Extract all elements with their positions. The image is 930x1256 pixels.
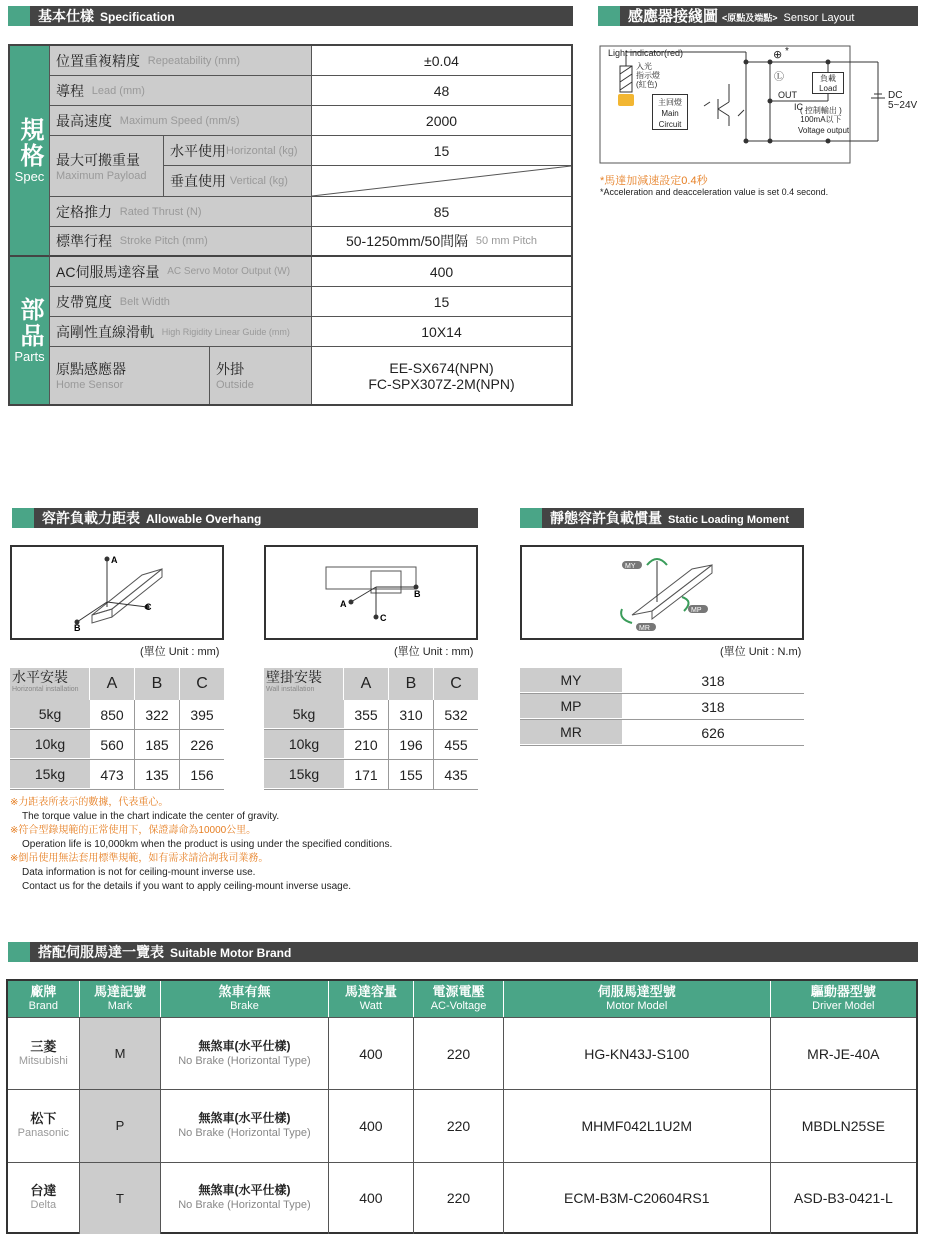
horizontal-axis-svg <box>12 547 222 638</box>
spec-label-lead: 導程 Lead (mm) <box>50 76 312 106</box>
moment-key: MY <box>520 668 622 693</box>
w-row-load: 5kg <box>264 700 344 729</box>
sensor-title: 感應器接綫圖 <box>628 8 719 25</box>
motor-driver: MBDLN25SE <box>801 1117 885 1134</box>
motor-volt: 220 <box>414 1163 504 1234</box>
w-cell-b: 155 <box>389 760 434 789</box>
spec-group-parts <box>10 257 50 404</box>
svg-text:MY: MY <box>625 563 636 570</box>
motor-mark: P <box>80 1090 162 1161</box>
motor-brand: 台達 Delta <box>8 1163 80 1234</box>
motor-brake: 無煞車(水平仕樣) No Brake (Horizontal Type) <box>161 1018 328 1089</box>
motor-brake: 無煞車(水平仕樣) No Brake (Horizontal Type) <box>161 1090 328 1161</box>
svg-text:C: C <box>145 602 152 612</box>
sensor-note-zh: *馬達加減速設定0.4秒 <box>600 175 708 187</box>
h-cell-a: 473 <box>90 760 135 789</box>
spec-label-repeat: 位置重複精度 Repeatability (mm) <box>50 46 312 76</box>
motor-header-cell: 馬達容量 Watt <box>329 981 415 1017</box>
volt-label: 5~24V <box>888 100 918 111</box>
sensor-header-bar <box>598 6 918 26</box>
wall-drawing <box>264 545 478 640</box>
sensor-sub: <原點及端點> <box>722 13 778 23</box>
w-cell-a: 355 <box>344 700 389 729</box>
spec-label-thrust: 定格推力 Rated Thrust (N) <box>50 197 312 227</box>
spec-label-speed: 最高速度 Maximum Speed (mm/s) <box>50 106 312 136</box>
diagonal-slash <box>312 166 571 197</box>
plus-star: * <box>785 46 789 57</box>
moment-drawing <box>520 545 804 640</box>
spec-header-bar <box>8 6 573 26</box>
spec-group-en: Spec <box>14 169 45 184</box>
spec-value-speed: 2000 <box>312 106 571 136</box>
w-col-a: A <box>344 668 389 700</box>
h-cell-b: 185 <box>135 730 180 759</box>
w-col-c: C <box>450 675 462 692</box>
accent-block <box>12 508 34 528</box>
voltage-output-label: Voltage output <box>798 126 850 135</box>
h-row <box>10 760 224 790</box>
h-row <box>10 700 224 730</box>
moment-key: MP <box>520 694 622 719</box>
moment-header-bar <box>520 508 804 528</box>
w-row <box>264 730 478 760</box>
wall-axis-svg <box>266 547 476 638</box>
overhang-header-bar <box>12 508 478 528</box>
spec-title: 基本仕樣 <box>38 8 94 24</box>
w-cell-c: 435 <box>444 766 468 783</box>
motor-volt: 220 <box>414 1090 504 1161</box>
spec-value-horizontal: 15 <box>312 136 571 166</box>
accent-block <box>8 6 30 26</box>
motor-header-cell: 伺服馬達型號 Motor Model <box>504 981 771 1017</box>
wall-overhang-table <box>264 668 478 790</box>
h-cell-a: 560 <box>90 730 135 759</box>
spec-value-lead: 48 <box>312 76 571 106</box>
h-table-header <box>10 668 224 700</box>
h-cell-a: 850 <box>90 700 135 729</box>
h-row-load: 5kg <box>10 700 90 729</box>
motor-driver: ASD-B3-0421-L <box>793 1190 893 1207</box>
moment-title-en: Static Loading Moment <box>668 514 789 526</box>
overhang-unit-2: (單位 Unit : mm) <box>394 646 474 658</box>
load-box: 負載 Load <box>812 72 844 94</box>
h-col-a: A <box>90 668 135 700</box>
out-label: OUT <box>778 90 797 100</box>
motor-model: MHMF042L1U2M <box>504 1090 771 1161</box>
spec-value-repeat: ±0.04 <box>312 46 571 76</box>
spec-value-sensor: EE-SX674(NPN) FC-SPX307Z-2M(NPN) <box>368 359 515 392</box>
spec-table <box>8 44 573 406</box>
note-3: ※倒吊使用無法套用標準規範，如有需求請洽詢我司業務。 Data information is not for ceiling-mount inverse use. Contact us for the details if you want to apply ceiling-mount inverse usage. <box>10 853 352 892</box>
w-row-load: 10kg <box>264 730 344 759</box>
ic-label: IC <box>794 102 803 112</box>
svg-text:MR: MR <box>639 625 650 632</box>
spec-label-motor: AC伺服馬達容量 AC Servo Motor Output (W) <box>50 257 312 287</box>
motor-brand: 松下 Panasonic <box>8 1090 80 1161</box>
h-cell-b: 135 <box>135 760 180 789</box>
motor-title: 搭配伺服馬達一覽表 <box>38 944 164 960</box>
moment-value: 318 <box>701 672 725 689</box>
svg-text:MP: MP <box>691 607 702 614</box>
motor-header-cell: 馬達記號 Mark <box>80 981 162 1017</box>
spec-group-spec <box>10 46 50 257</box>
w-col-b: B <box>389 668 434 700</box>
spec-value-thrust: 85 <box>312 197 571 227</box>
spec-label-payload: 最大可搬重量 Maximum Payload <box>50 136 164 197</box>
horizontal-overhang-table <box>10 668 224 790</box>
svg-text:C: C <box>380 613 387 623</box>
motor-watt: 400 <box>329 1018 415 1089</box>
h-cell-c: 226 <box>190 736 214 753</box>
moment-key: MR <box>520 720 622 745</box>
w-cell-a: 210 <box>344 730 389 759</box>
accent-block <box>520 508 542 528</box>
parts-group-zh: 部品 <box>16 297 43 349</box>
motor-mark: T <box>80 1163 162 1234</box>
h-col-b: B <box>135 668 180 700</box>
moment-value: 318 <box>701 698 725 715</box>
light-indicator-label: Light indicator(red) <box>608 48 684 58</box>
spec-value-vertical <box>312 166 571 197</box>
overhang-unit-1: (單位 Unit : mm) <box>140 646 220 658</box>
motor-header-cell: 煞車有無 Brake <box>161 981 328 1017</box>
moment-value: 626 <box>701 724 725 741</box>
motor-model: ECM-B3M-C20604RS1 <box>504 1163 771 1234</box>
control-output-label: ( 控制輸出 ) 100mA以下 <box>800 106 842 124</box>
horizontal-drawing <box>10 545 224 640</box>
sensor-note-en: *Acceleration and deacceleration value is set 0.4 second. <box>600 187 829 197</box>
motor-header-cell: 電源電壓 AC-Voltage <box>414 981 504 1017</box>
sensor-diagram <box>598 44 924 166</box>
svg-text:A: A <box>111 555 118 565</box>
motor-mark: M <box>80 1018 162 1089</box>
h-row-load: 10kg <box>10 730 90 759</box>
w-cell-b: 196 <box>389 730 434 759</box>
moment-row <box>520 668 804 694</box>
motor-header-bar <box>8 942 918 962</box>
w-header-label: 壁掛安裝 Wall installation <box>264 668 344 700</box>
light-zh-label: 入光 指示燈 (紅色) <box>636 62 660 89</box>
parts-group-en: Parts <box>14 349 45 364</box>
h-row <box>10 730 224 760</box>
w-cell-c: 455 <box>444 736 468 753</box>
motor-brake: 無煞車(水平仕樣) No Brake (Horizontal Type) <box>161 1163 328 1234</box>
spec-value-belt: 15 <box>312 287 571 317</box>
overhang-title: 容許負載力距表 <box>42 510 140 526</box>
note-2: ※符合型錄規範的正常使用下，保證壽命為10000公里。 Operation life is 10,000km when the product is using under the specified conditions. <box>10 825 393 850</box>
sensor-title-en: Sensor Layout <box>783 12 855 24</box>
motor-watt: 400 <box>329 1163 415 1234</box>
svg-text:A: A <box>340 599 347 609</box>
motor-row <box>8 1089 916 1161</box>
motor-table-head <box>8 981 916 1017</box>
motor-row <box>8 1162 916 1234</box>
spec-label-horizontal: 水平使用 Horizontal (kg) <box>164 136 312 166</box>
moment-title: 靜態容許負載慣量 <box>550 510 662 526</box>
motor-header-cell: 驅動器型號 Driver Model <box>810 984 876 1012</box>
h-cell-b: 322 <box>135 700 180 729</box>
moment-row <box>520 694 804 720</box>
svg-text:B: B <box>74 623 81 633</box>
moment-svg <box>522 547 802 638</box>
w-table-header <box>264 668 478 700</box>
spec-group-zh: 規格 <box>16 117 43 169</box>
motor-table <box>6 979 918 1234</box>
h-cell-c: 156 <box>190 766 214 783</box>
moment-unit: (單位 Unit : N.m) <box>720 646 802 658</box>
h-col-c: C <box>196 675 208 692</box>
spec-value-stroke: 50-1250mm/50間隔 50 mm Pitch <box>312 227 571 257</box>
dc-label: DC <box>888 90 903 101</box>
h-row-load: 15kg <box>10 760 90 789</box>
w-cell-c: 532 <box>444 706 468 723</box>
motor-row <box>8 1017 916 1089</box>
note-1: ※力距表所表示的數據，代表重心。 The torque value in the chart indicate the center of gravity. <box>10 797 280 822</box>
motor-volt: 220 <box>414 1018 504 1089</box>
l-terminal: Ⓛ <box>774 72 784 83</box>
w-cell-a: 171 <box>344 760 389 789</box>
motor-model: HG-KN43J-S100 <box>504 1018 771 1089</box>
moment-table <box>520 668 804 746</box>
overhang-title-en: Allowable Overhang <box>146 512 262 526</box>
w-row <box>264 700 478 730</box>
spec-value-guide: 10X14 <box>312 317 571 347</box>
spec-label-sensor: 原點感應器 Home Sensor <box>50 347 210 404</box>
accent-block <box>598 6 620 26</box>
spec-label-stroke: 標準行程 Stroke Pitch (mm) <box>50 227 312 257</box>
h-cell-c: 395 <box>190 706 214 723</box>
motor-watt: 400 <box>329 1090 415 1161</box>
svg-text:B: B <box>414 589 421 599</box>
accent-block <box>8 942 30 962</box>
spec-label-outside: 外掛 Outside <box>210 347 312 404</box>
w-row <box>264 760 478 790</box>
w-row-load: 15kg <box>264 760 344 789</box>
spec-label-vertical: 垂直使用 Vertical (kg) <box>164 166 312 197</box>
motor-driver: MR-JE-40A <box>807 1045 880 1062</box>
spec-label-guide: 高剛性直線滑軌 High Rigidity Linear Guide (mm) <box>50 317 312 347</box>
plus-terminal: ⊕ <box>773 49 783 61</box>
spec-value-motor: 400 <box>312 257 571 287</box>
motor-brand: 三菱 Mitsubishi <box>8 1018 80 1089</box>
h-header-label: 水平安裝 Horizontal installation <box>10 668 90 700</box>
w-cell-b: 310 <box>389 700 434 729</box>
moment-row <box>520 720 804 746</box>
main-circuit-box: 主回燈 Main Circuit <box>652 94 688 130</box>
motor-header-cell: 廠牌 Brand <box>8 981 80 1017</box>
spec-title-en: Specification <box>100 10 175 24</box>
spec-label-belt: 皮帶寬度 Belt Width <box>50 287 312 317</box>
overhang-notes <box>10 796 490 894</box>
motor-title-en: Suitable Motor Brand <box>170 946 292 960</box>
